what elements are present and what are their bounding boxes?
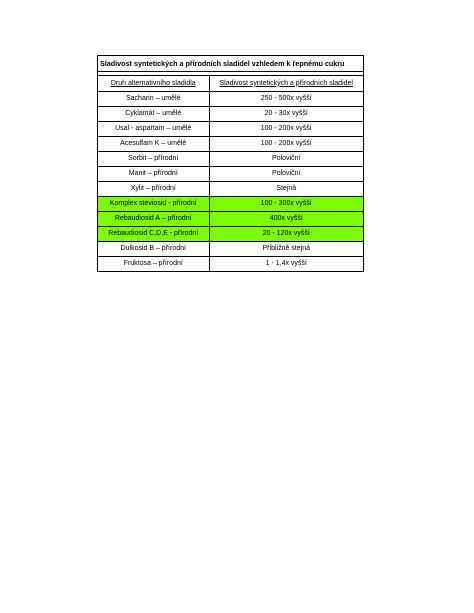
sweetness-value: 100 - 200x vyšší [209, 136, 363, 151]
sweetness-value: 20 - 30x vyšší [209, 106, 363, 121]
table-row [98, 241, 363, 256]
sweetness-value: 400x vyšší [209, 211, 363, 226]
sweetness-value: Stejná [209, 181, 363, 196]
table-row-highlighted [98, 226, 363, 241]
table-row [98, 121, 363, 136]
sweetener-name: Fruktosa – přírodní [98, 256, 209, 271]
table-row [98, 136, 363, 151]
sweetener-name: Usal - aspartam – umělé [98, 121, 209, 136]
sweetness-value: Poloviční [209, 166, 363, 181]
column-header-sweetness: Sladivost syntetických a přírodních sladidel [209, 76, 363, 91]
sweetness-value: 250 - 500x vyšší [209, 91, 363, 106]
table-row [98, 256, 363, 271]
sweetness-value: 100 - 200x vyšší [209, 121, 363, 136]
sweetener-name: Dulkosid B – přírodní [98, 241, 209, 256]
sweetener-name: Xylit – přírodní [98, 181, 209, 196]
sweetener-name: Sorbit – přírodní [98, 151, 209, 166]
sweetener-name: Acesulfam K – umělé [98, 136, 209, 151]
sweetener-name: Rebaudiosid C,D,E - přírodní [98, 226, 209, 241]
table-row [98, 181, 363, 196]
sweetness-grid [98, 76, 363, 271]
sweetener-name: Komplex steviosid - přírodní [98, 196, 209, 211]
table-row [98, 91, 363, 106]
sweetness-value: Přibližně stejná [209, 241, 363, 256]
table-title: Sladivost syntetických a přírodních sladidel vzhledem k řepnému cukru [98, 56, 363, 72]
sweetener-name: Rebaudiosid A – přírodní [98, 211, 209, 226]
table-row [98, 151, 363, 166]
sweetness-value: 20 - 120x vyšší [209, 226, 363, 241]
table-row-highlighted [98, 196, 363, 211]
sweetener-table [97, 55, 364, 272]
sweetness-value: 100 - 300x vyšší [209, 196, 363, 211]
sweetness-value: 1 - 1,4x vyšší [265, 260, 307, 268]
sweetener-name: Sacharin – umělé [98, 91, 209, 106]
sweetener-name: Cyklamát – umělé [98, 106, 209, 121]
table-row [98, 106, 363, 121]
column-header-sweetener: Druh alternativního sladidla [98, 76, 209, 91]
sweetener-name: Manit – přírodní [98, 166, 209, 181]
table-row [98, 166, 363, 181]
header-row [98, 76, 363, 91]
table-row-highlighted [98, 211, 363, 226]
sweetness-value: Poloviční [209, 151, 363, 166]
